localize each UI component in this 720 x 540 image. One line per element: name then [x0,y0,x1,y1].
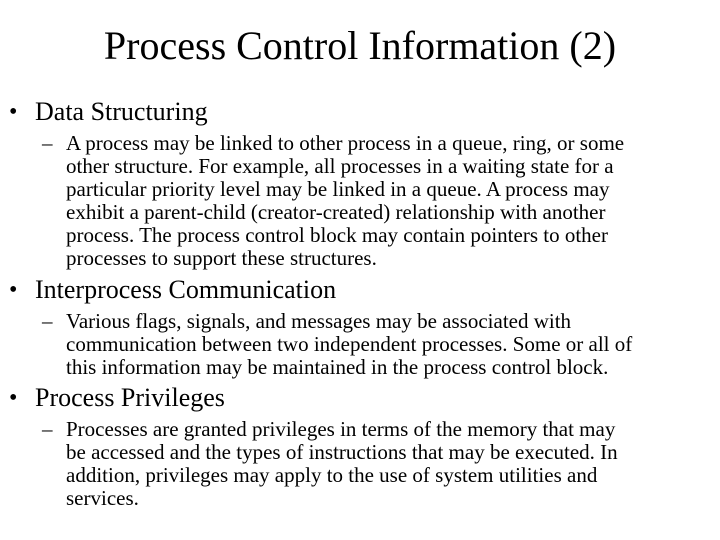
sub-bullet-item [0,132,720,270]
sub-bullet-text [66,310,718,379]
text-line: exhibit a parent-child (creator-created) relationship with another [66,200,606,224]
text-line: particular priority level may be linked in a queue. A process may [66,177,610,201]
text-line: Processes are granted privileges in terms of the memory that may [66,417,616,441]
bullet-item [0,96,720,128]
sub-bullet-text [66,132,718,270]
bullet-marker-icon: • [9,99,18,125]
text-line: Various flags, signals, and messages may be associated with [66,309,572,333]
bullet-marker-icon: • [9,385,18,411]
text-line: addition, privileges may apply to the use of system utilities and [66,463,598,487]
dash-marker-icon: – [42,131,53,155]
text-line: communication between two independent processes. Some or all of [66,332,633,356]
bullet-heading: Process Privileges [35,383,225,412]
bullet-section-interprocess-communication [0,274,720,379]
bullet-item [0,382,720,414]
sub-bullet-item [0,418,720,510]
slide-title: Process Control Information (2) [103,23,617,68]
text-line: other structure. For example, all processes in a waiting state for a [66,154,614,178]
bullet-heading: Interprocess Communication [35,275,337,304]
dash-marker-icon: – [42,417,53,441]
sub-bullet-item [0,310,720,379]
dash-marker-icon: – [42,309,53,333]
text-line: process. The process control block may contain pointers to other [66,223,608,247]
bullet-marker-icon: • [9,277,18,303]
text-line: this information may be maintained in the process control block. [66,355,609,379]
text-line: services. [66,486,139,510]
sub-bullet-text [66,418,718,510]
bullet-heading: Data Structuring [35,97,208,126]
bullet-item [0,274,720,306]
bullet-section-process-privileges [0,382,720,510]
bullet-section-data-structuring [0,96,720,270]
text-line: A process may be linked to other process in a queue, ring, or some [66,131,625,155]
text-line: be accessed and the types of instructions that may be executed. In [66,440,618,464]
text-line: processes to support these structures. [66,246,377,270]
